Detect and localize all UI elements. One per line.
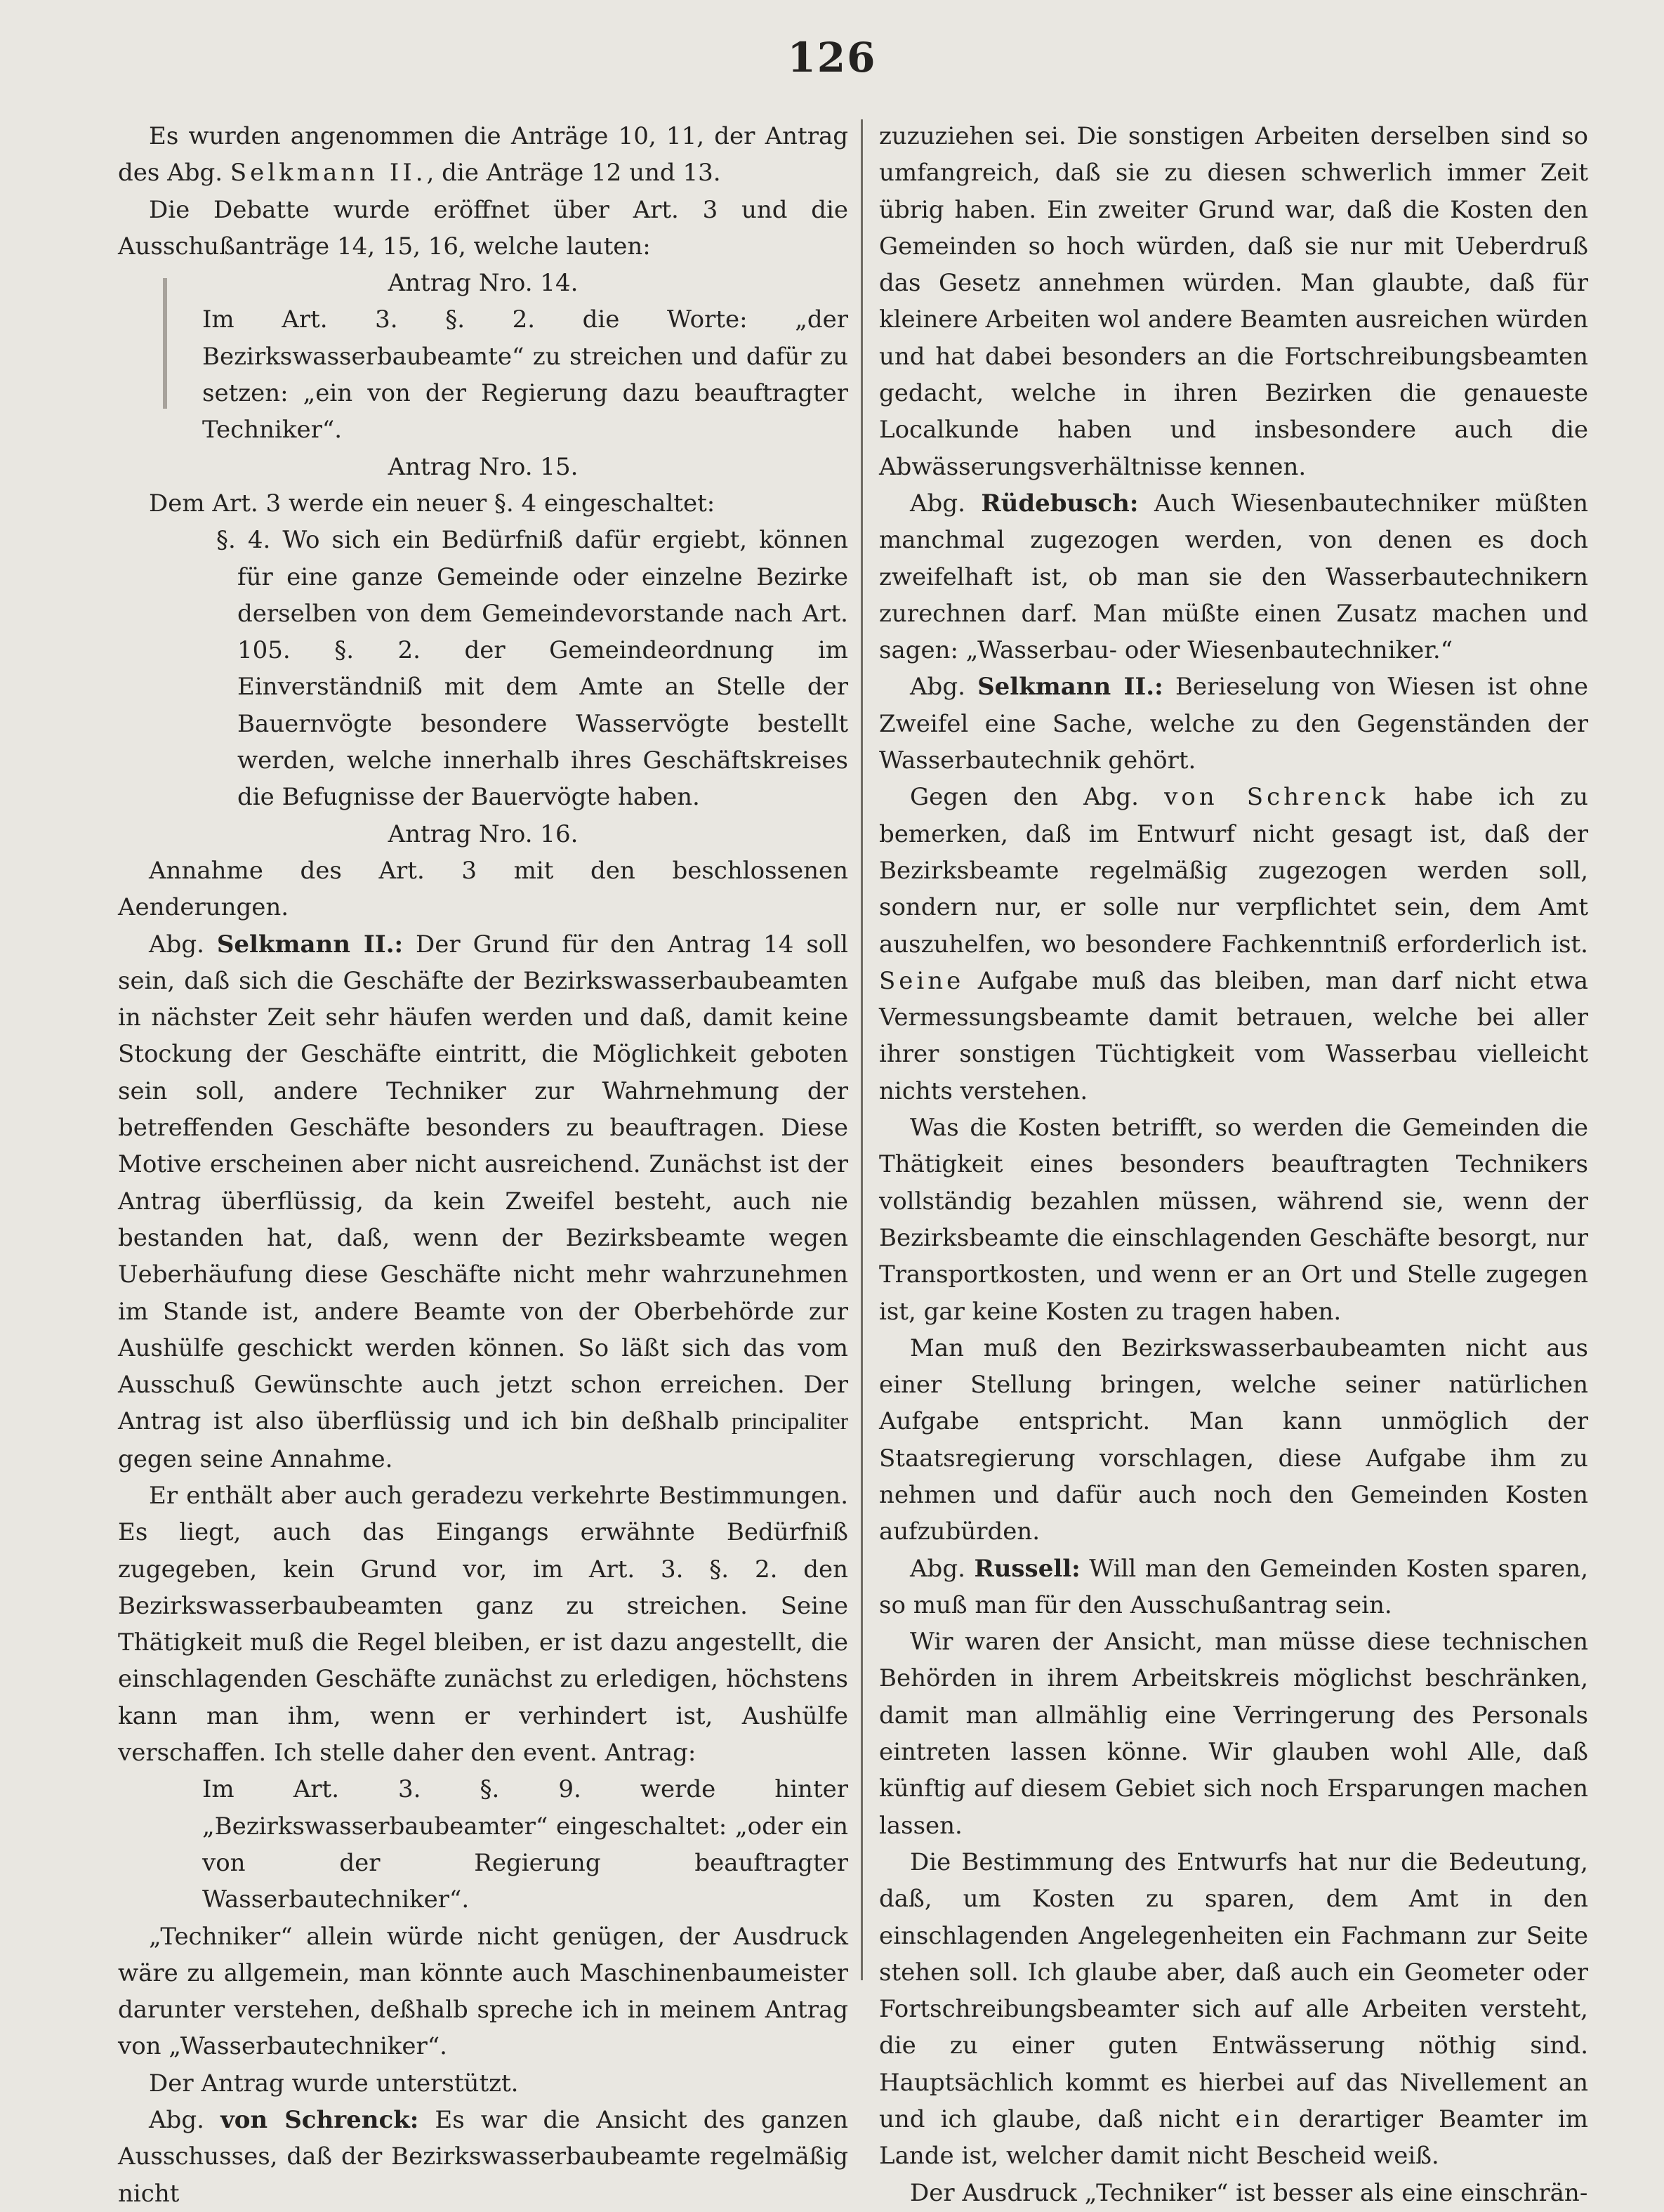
emphasis: Seine xyxy=(879,966,965,995)
paragraph-costs: Was die Kosten betrifft, so werden die Gemeinden die Thätigkeit eines besonders beauftragten Technikers vollständig bezahlen müssen, während sie, wenn der Bezirksbeamte die einschlagenden Geschäfte besorgt, nur Transportkosten, und wenn er an Ort und Stelle zugegen ist, gar keine Kosten zu tragen haben. xyxy=(879,1114,1588,1326)
text: Der Grund für den Antrag 14 soll sein, daß sich die Geschäfte der Bezirkswasserbaubeamten in nächster Zeit sehr häufen werden und daß, damit keine Stockung der Geschäfte eintritt, die Möglichkeit geboten sein soll, andere Techniker zur Wahrnehmung der betreffenden Geschäfte besonders zu beauftragen. Diese Motive erscheinen aber nicht ausreichend. Zunächst ist der Antrag überflüssig, da kein Zweifel besteht, auch nie bestanden hat, daß, wenn der Bezirksbeamte wegen Ueberhäufung diese Geschäfte nicht mehr wahrzunehmen im Stande ist, andere Beamte von der Oberbehörde zur Aushülfe geschickt werden können. So läßt sich das vom Ausschuß Gewünschte auch jetzt schon erreichen. Der Antrag ist also überflüssig und ich bin deßhalb xyxy=(118,930,849,1436)
paragraph-accepted-motions xyxy=(118,118,848,192)
abg-prefix: Abg. xyxy=(910,489,965,518)
paragraph-position: Man muß den Bezirkswasserbaubeamten nicht aus einer Stellung bringen, welche seiner natürlichen Aufgabe entspricht. Man kann unmöglich der Staatsregierung vorschlagen, diese Aufgabe ihm zu nehmen und dafür auch noch den Gemeinden Kosten aufzubürden. xyxy=(879,1334,1588,1546)
text: derartiger Beamter im Lande ist, welcher damit nicht Bescheid weiß. xyxy=(879,2105,1588,2171)
speaker-name: Selkmann II.: xyxy=(216,930,404,959)
abg-prefix: Abg. xyxy=(910,673,965,702)
paragraph-techniker: „Techniker“ allein würde nicht genügen, der Ausdruck wäre zu allgemein, man könnte auch Maschinenbaumeister darunter verstehen, deßhalb spreche ich in meinem Antrag von „Wasserbautechniker“. xyxy=(118,1922,848,2061)
speech-ruedebusch xyxy=(879,485,1588,669)
paragraph-continuation: zuzuziehen sei. Die sonstigen Arbeiten derselben sind so umfangreich, daß sie zu diesen schwerlich immer Zeit übrig haben. Ein zweiter Grund war, daß die Kosten den Gemeinden so hoch würden, daß sie nur mit Ueberdruß das Gesetz annehmen würden. Man glaubte, daß für kleinere Arbeiten wol andere Beamten ausreichen würden und hat dabei besonders an die Fortschreibungsbeamten gedacht, welche in ihren Bezirken die genaueste Localkunde haben und insbesondere auch die Abwässerungsverhältnisse kennen. xyxy=(879,122,1588,481)
speaker-name: von Schrenck xyxy=(1164,783,1389,812)
text: , die Anträge 12 und 13. xyxy=(426,159,721,187)
speech-russell xyxy=(879,1551,1588,1624)
motion-15-title: Antrag Nro. 15. xyxy=(388,452,579,481)
paragraph-supported: Der Antrag wurde unterstützt. xyxy=(149,2069,519,2098)
text: Es wurden angenommen die Anträge 10, 11, der Antrag des Abg. xyxy=(118,122,848,187)
motion-16-title: Antrag Nro. 16. xyxy=(388,819,579,848)
speaker-name: Selkmann II. xyxy=(230,159,427,187)
speech-selkmann xyxy=(118,926,848,1477)
paragraph-debate-opened: Die Debatte wurde eröffnet über Art. 3 und die Ausschußanträge 14, 15, 16, welche lauten: xyxy=(118,195,848,261)
abg-prefix: Abg. xyxy=(149,2106,204,2135)
text: Will man den Gemeinden Kosten sparen, so muß man für den Ausschußantrag sein. xyxy=(879,1554,1588,1619)
emphasis: ein xyxy=(1235,2105,1283,2134)
abg-prefix: Abg. xyxy=(149,930,204,959)
speaker-name: Rüdebusch: xyxy=(981,489,1139,518)
right-column xyxy=(879,118,1588,2211)
speaker-name: von Schrenck: xyxy=(220,2106,419,2135)
speech-schrenck xyxy=(118,2102,848,2212)
text: Die Bestimmung des Entwurfs hat nur die Bedeutung, daß, um Kosten zu sparen, dem Amt in den einschlagenden Angelegenheiten ein Fachmann zur Seite stehen soll. Ich glaube aber, daß auch ein Geometer oder Fortschreibungsbeamter sich auf alle Arbeiten versteht, die zu einer guten Entwässerung nöthig sind. Hauptsächlich kommt es hierbei auf das Nivellement an und ich glaube, daß nicht xyxy=(879,1848,1588,2134)
latin-term: principaliter xyxy=(731,1409,849,1435)
text: Berieselung von Wiesen ist ohne Zweifel eine Sache, welche zu den Gegenständen der Wasserbautechnik gehört. xyxy=(879,673,1588,775)
text: Es war die Ansicht des ganzen Ausschusses, daß der Bezirkswasserbaubeamte regelmäßig nicht xyxy=(118,2106,849,2208)
paragraph-provision-meaning xyxy=(879,1844,1588,2175)
motion-14-title: Antrag Nro. 14. xyxy=(388,269,579,298)
left-column xyxy=(118,118,848,2212)
column-divider xyxy=(861,119,863,1980)
motion-15-intro: Dem Art. 3 werde ein neuer §. 4 eingeschaltet: xyxy=(149,489,715,518)
text: Aufgabe muß das bleiben, man darf nicht etwa Vermessungsbeamte damit betrauen, welche bei aller ihrer sonstigen Tüchtigkeit vom Wasserbau vielleicht nichts verstehen. xyxy=(879,966,1588,1105)
speech-selkmann-2 xyxy=(879,669,1588,779)
motion-16-text: Annahme des Art. 3 mit den beschlossenen Aenderungen. xyxy=(118,856,848,922)
paragraph-provisions: Er enthält aber auch geradezu verkehrte Bestimmungen. Es liegt, auch das Eingangs erwähnte Bedürfniß zugegeben, kein Grund vor, im Art. 3. §. 2. den Bezirkswasserbaubeamten ganz zu streichen. Seine Thätigkeit muß die Regel bleiben, er ist dazu angestellt, die einschlagenden Geschäfte zunächst zu erledigen, höchstens kann man ihm, wenn er verhindert ist, Aushülfe verschaffen. Ich stelle daher den event. Antrag: xyxy=(118,1481,848,1767)
abg-prefix: Abg. xyxy=(910,1554,965,1583)
text: Auch Wiesenbautechniker müßten manchmal zugezogen werden, von denen es doch zweifelhaft ist, ob man sie den Wasserbautechnikern zurechnen darf. Man müßte einen Zusatz machen und sagen: „Wasserbau- oder Wiesenbautechniker.“ xyxy=(879,489,1589,665)
speaker-name: Russell: xyxy=(974,1554,1081,1583)
paragraph-against-schrenck xyxy=(879,779,1588,1110)
eventual-motion: Im Art. 3. §. 9. werde hinter „Bezirkswasserbaubeamter“ eingeschaltet: „oder ein von der Regierung beauftragter Wasserbautechniker“. xyxy=(202,1775,848,1914)
paragraph-opinion: Wir waren der Ansicht, man müsse diese technischen Behörden in ihrem Arbeitskreis möglichst beschränken, damit man allmählig eine Verringerung des Personals eintreten lassen könne. Wir glauben wohl Alle, daß künftig auf diesem Gebiet sich noch Ersparungen machen lassen. xyxy=(879,1628,1588,1840)
text: gegen seine Annahme. xyxy=(118,1444,393,1473)
text: habe ich zu bemerken, daß im Entwurf nicht gesagt ist, daß der Bezirksbeamte regelmäßig zugezogen werden soll, sondern nur, er solle nur verpflichtet sein, dem Amt auszuhelfen, wo besondere Fachkenntniß erforderlich ist. xyxy=(879,783,1588,959)
text: Gegen den Abg. xyxy=(910,783,1139,812)
motion-15-text: §. 4. Wo sich ein Bedürfniß dafür ergiebt, können für eine ganze Gemeinde oder einzelne Bezirke derselben von dem Gemeindevorstande nach Art. 105. §. 2. der Gemeindeordnung im Einverständniß mit dem Amte an Stelle der Bauernvögte besondere Wasservögte bestellt werden, welche innerhalb ihres Geschäftskreises die Befugnisse der Bauervögte haben. xyxy=(216,526,848,812)
speaker-name: Selkmann II.: xyxy=(977,673,1163,702)
page-number: 126 xyxy=(787,34,877,81)
motion-14-text: Im Art. 3. §. 2. die Worte: „der Bezirkswasserbaubeamte“ zu streichen und dafür zu setzen: „ein von der Regierung dazu beauftragter Techniker“. xyxy=(202,305,848,445)
paragraph-expression: Der Ausdruck „Techniker“ ist besser als eine einschrän- xyxy=(910,2178,1588,2207)
